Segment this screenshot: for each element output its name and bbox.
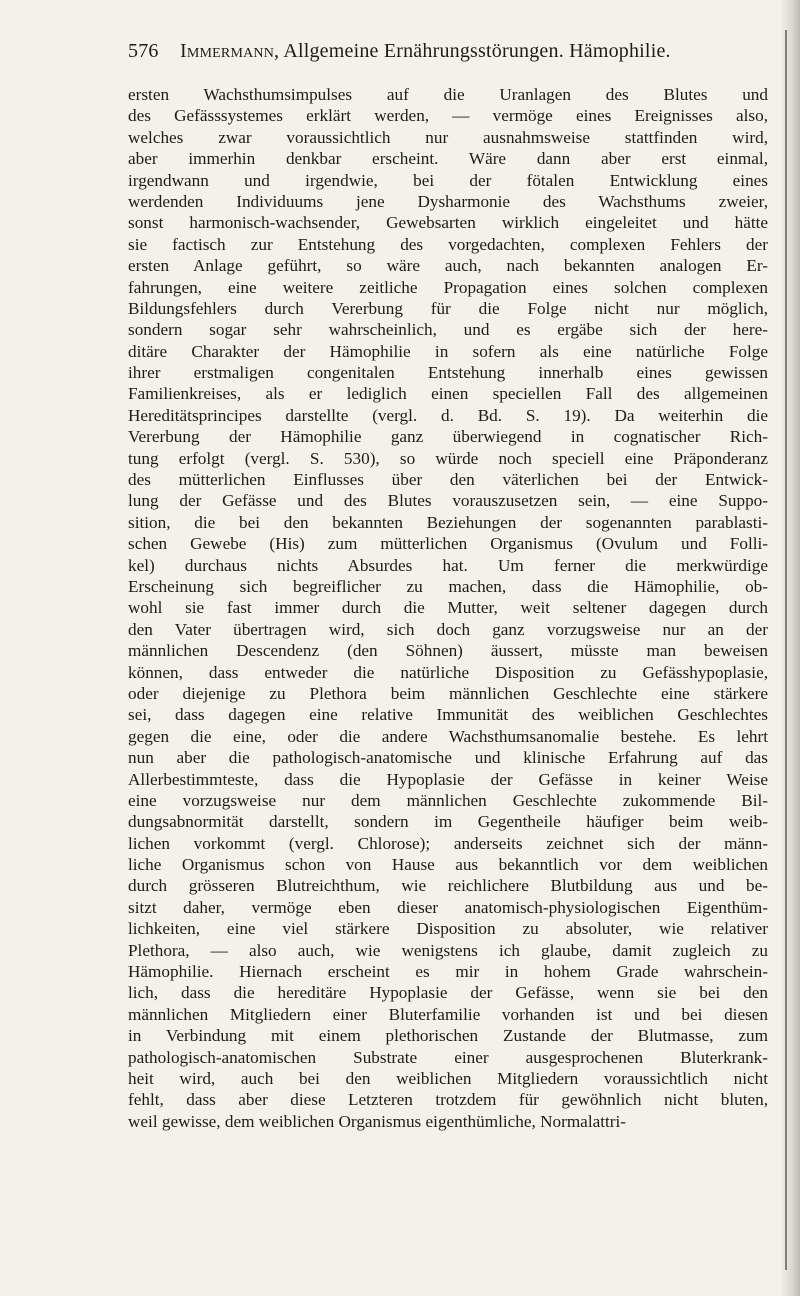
text-line: sitzt daher, vermöge eben dieser anatomisch-physiologischen Eigenthüm- [128,897,768,917]
text-line: ersten Wachsthumsimpulses auf die Uranlagen des Blutes und [128,85,768,104]
text-line: den Vater übertragen wird, sich doch ganz vorzugsweise nur an der [128,619,768,639]
text-line: eine vorzugsweise nur dem männlichen Geschlechte zukommende Bil- [128,790,768,810]
text-line: werdenden Individuums jene Dysharmonie des Wachsthums zweier, [128,191,768,211]
text-line: fahrungen, eine weitere zeitliche Propagation eines solchen complexen [128,277,768,297]
text-line: in Verbindung mit einem plethorischen Zustande der Blutmasse, zum [128,1026,768,1046]
text-line: des Gefässsystemes erklärt werden, — vermöge eines Ereignisses also, [128,106,768,126]
text-line: Erscheinung sich begreiflicher zu machen, dass die Hämophilie, ob- [128,576,768,596]
text-line: Familienkreises, als er lediglich einen speciellen Fall des allgemeinen [128,384,768,404]
running-head-title [180,40,671,63]
text-line: Hämophilie. Hiernach erscheint es mir in hohem Grade wahrschein- [128,962,768,982]
text-line: ihrer erstmaligen congenitalen Entstehung innerhalb eines gewissen [128,363,768,383]
text-line: des mütterlichen Einflusses über den väterlichen bei der Entwick- [128,470,768,490]
page-edge-shadow [782,0,800,1296]
text-line: gegen die eine, oder die andere Wachsthumsanomalie bestehe. Es lehrt [128,726,768,746]
text-line: weil gewisse, dem weiblichen Organismus eigenthümliche, Normalattri- [128,1111,626,1131]
chapter-title: , Allgemeine Ernährungsstörungen. Hämophilie. [274,40,671,62]
text-line: schen Gewebe (His) zum mütterlichen Organismus (Ovulum und Folli- [128,534,768,554]
page-number: 576 [128,40,159,62]
text-line: kel) durchaus nichts Absurdes hat. Um ferner die merkwürdige [128,555,768,575]
text-line: ersten Anlage geführt, so wäre auch, nach bekannten analogen Er- [128,256,768,276]
text-line: dungsabnormität darstellt, sondern im Gegentheile häufiger beim weib- [128,812,768,832]
text-line: nun aber die pathologisch-anatomische und klinische Erfahrung auf das [128,748,768,768]
text-line: aber immerhin denkbar erscheint. Wäre dann aber erst einmal, [128,149,768,169]
text-line: sition, die bei den bekannten Beziehungen der sogenannten parablasti- [128,512,768,532]
binding-edge-line [785,30,787,1270]
text-line: Bildungsfehlers durch Vererbung für die Folge nicht nur möglich, [128,298,768,318]
text-line: welches zwar voraussichtlich nur ausnahmsweise stattfinden wird, [128,127,768,147]
text-line: irgendwann und irgendwie, bei der fötalen Entwicklung eines [128,170,768,190]
text-line: oder diejenige zu Plethora beim männlichen Geschlechte eine stärkere [128,683,768,703]
running-header [128,40,768,70]
text-line: liche Organismus schon von Hause aus bekanntlich vor dem weiblichen [128,855,768,875]
text-line: durch grösseren Blutreichthum, wie reichlichere Blutbildung aus und be- [128,876,768,896]
text-line: Plethora, — also auch, wie wenigstens ich glaube, damit zugleich zu [128,940,768,960]
text-line: lichkeiten, eine viel stärkere Disposition zu absoluter, wie relativer [128,919,768,939]
text-line: sie factisch zur Entstehung des vorgedachten, complexen Fehlers der [128,234,768,254]
text-line: können, dass entweder die natürliche Disposition zu Gefässhypoplasie, [128,662,768,682]
text-line: lich, dass die hereditäre Hypoplasie der Gefässe, wenn sie bei den [128,983,768,1003]
text-line: wohl sie fast immer durch die Mutter, weit seltener dagegen durch [128,598,768,618]
text-line: Vererbung der Hämophilie ganz überwiegend in cognatischer Rich- [128,427,768,447]
text-line: Allerbestimmteste, dass die Hypoplasie der Gefässe in keiner Weise [128,769,768,789]
author-name: Immermann [180,40,275,62]
text-line: lung der Gefässe und des Blutes vorauszusetzen sein, — eine Suppo- [128,491,768,511]
body-text [128,84,768,1132]
text-line: männlichen Mitgliedern einer Bluterfamilie vorhanden ist und bei diesen [128,1004,768,1024]
text-line: fehlt, dass aber diese Letzteren trotzdem für gewöhnlich nicht bluten, [128,1090,768,1110]
text-line: sonst harmonisch-wachsender, Gewebsarten wirklich eingeleitet und hätte [128,213,768,233]
text-line: heit wird, auch bei den weiblichen Mitgliedern voraussichtlich nicht [128,1068,768,1088]
text-line: männlichen Descendenz (den Söhnen) äussert, müsste man beweisen [128,641,768,661]
text-line: lichen vorkommt (vergl. Chlorose); anderseits zeichnet sich der männ- [128,833,768,853]
text-line: sei, dass dagegen eine relative Immunität des weiblichen Geschlechtes [128,705,768,725]
text-line: pathologisch-anatomischen Substrate einer ausgesprochenen Bluterkrank- [128,1047,768,1067]
text-line: sondern sogar sehr wahrscheinlich, und es ergäbe sich der here- [128,320,768,340]
text-line: tung erfolgt (vergl. S. 530), so würde noch speciell eine Präponderanz [128,448,768,468]
text-line: ditäre Charakter der Hämophilie in sofern als eine natürliche Folge [128,341,768,361]
text-line: Hereditätsprincipes darstellte (vergl. d. Bd. S. 19). Da weiterhin die [128,405,768,425]
